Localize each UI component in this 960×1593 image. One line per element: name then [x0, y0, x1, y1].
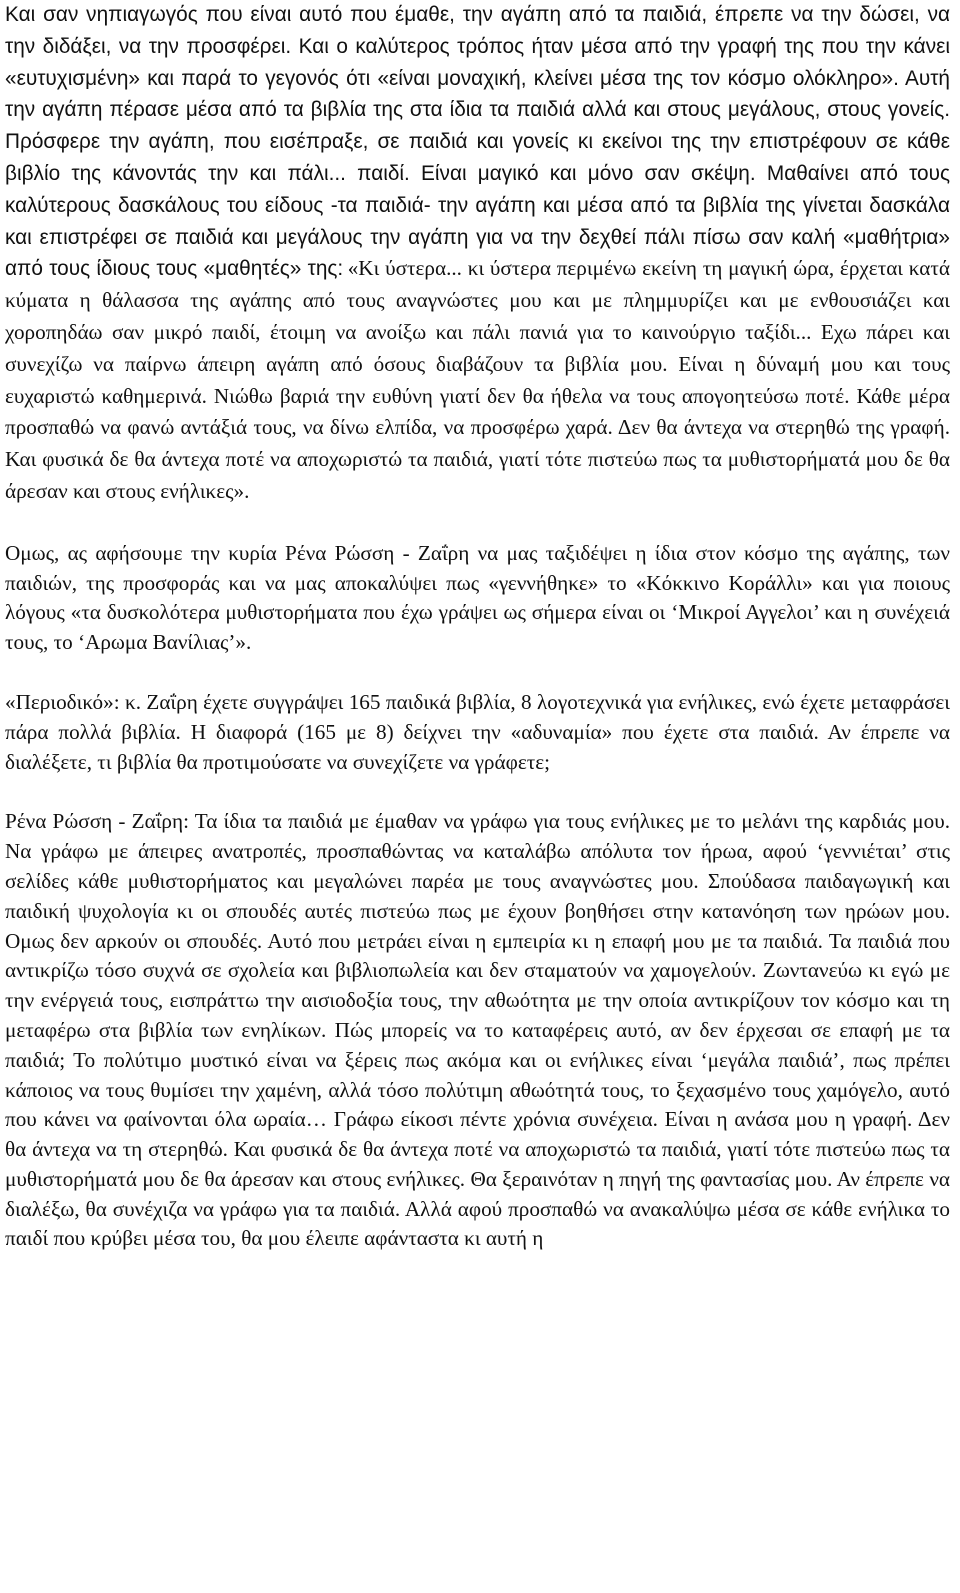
author-quote: «Κι ύστερα... κι ύστερα περιμένω εκείνη τη μαγική ώρα, έρχεται κατά κύματα η θάλασσα της αγάπης από τους αναγνώστες μου και με πλημμυρίζει και με ενθουσιάζει και χοροπηδάω σαν μικρό παιδί, έτοιμη να ανοίξω και πάλι πανιά για το καινούργιο ταξίδι... Εχω πάρει και συνεχίζω να παίρνω άπειρη αγάπη από όσους διαβάζουν τα βιβλία μου. Είναι η δύναμή μου και τους ευχαριστώ καθημερινά. Νιώθω βαριά την ευθύνη γιατί δεν θα ήθελα να τους απογοητεύσω ποτέ. Κάθε μέρα προσπαθώ να φανώ αντάξιά τους, να δίνω ελπίδα, να προσφέρω χαρά. Δεν θα άντεχα να στερηθώ της γραφή. Και φυσικά δε θα άντεχα ποτέ να αποχωριστώ τα παιδιά, γιατί τότε πιστεύω πως τα μυθιστορήματά μου δε θα άρεσαν και στους ενήλικες».	[5, 256, 950, 503]
intro-text: Και σαν νηπιαγωγός που είναι αυτό που έμαθε, την αγάπη από τα παιδιά, έπρεπε να την δώσει, να την διδάξει, να την προσφέρει. Και ο καλύτερος τρόπος ήταν μέσα από την γραφή της που την κάνει «ευτυχισμένη» και παρά το γεγονός ότι «είναι μοναχική, κλείνει μέσα της τον κόσμο ολόκληρο». Αυτή την αγάπη πέρασε μέσα από τα βιβλία της στα ίδια τα παιδιά αλλά και στους μεγάλους, στους γονείς. Πρόσφερε την αγάπη, που εισέπραξε, σε παιδιά και γονείς κι εκείνοι της την επιστρέφουν σε κάθε βιβλίο της κάνοντάς την και πάλι... παιδί. Είναι μαγικό και μόνο σαν σκέψη. Μαθαίνει από τους καλύτερους δασκάλους του είδους -τα παιδιά- την αγάπη και μέσα από τα βιβλία της γίνεται δασκάλα και επιστρέφει σε παιδιά και μεγάλους την αγάπη για να την δεχθεί πάλι πίσω σαν καλή «μαθήτρια» από τους ίδιους τους «μαθητές» της:	[5, 3, 950, 281]
paragraph-spacer	[5, 658, 950, 688]
paragraph-spacer	[5, 777, 950, 807]
interview-answer: Ρένα Ρώσση - Ζαΐρη: Τα ίδια τα παιδιά με έμαθαν να γράφω για τους ενήλικες με το μελάνι της καρδιάς μου. Να γράφω με άπειρες ανατροπές, προσπαθώντας να καταλάβω απόλυτα τον ήρωα, αφού ‘γεννιέται’ στις σελίδες κάθε μυθιστορήματος και μεγαλώνει παρέα με τους αναγνώστες μου. Σπούδασα παιδαγωγική και παιδική ψυχολογία κι οι σπουδές αυτές πιστεύω πως με έχουν βοηθήσει στην κατανόηση των ηρώων μου. Ομως δεν αρκούν οι σπουδές. Αυτό που μετράει είναι η εμπειρία κι η επαφή μου με τα παιδιά. Τα παιδιά που αντικρίζω τόσο συχνά σε σχολεία και βιβλιοπωλεία και δεν σταματούν να χαμογελούν. Ζωντανεύω κι εγώ με την ενέργειά τους, εισπράττω την αισιοδοξία τους, την αθωότητα με την οποία αντικρίζουν τον κόσμο και τη μεταφέρω στα βιβλία των ενηλίκων. Πώς μπορείς να το καταφέρεις αυτό, αν δεν έρχεσαι σε επαφή με τα παιδιά; Το πολύτιμο μυστικό είναι να ξέρεις πως ακόμα και οι ενήλικες είναι ‘μεγάλα παιδιά’, πως πρέπει κάποιος να τους θυμίσει την χαμένη, αλλά τόσο πολύτιμη αθωότητά τους, το ξεχασμένο τους χαμόγελο, αυτό που κάνει να φαίνονται όλα ωραία… Γράφω είκοσι πέντε χρόνια συνέχεια. Είναι η ανάσα μου η γραφή. Δεν θα άντεχα να τη στερηθώ. Και φυσικά δε θα άντεχα ποτέ να αποχωριστώ τα παιδιά, γιατί τότε πιστεύω πως τα μυθιστορήματά μου δε θα άρεσαν και στους ενήλικες. Θα ξεραινόταν η πηγή της φαντασίας μου. Αν έπρεπε να διαλέξω, θα συνέχιζα να γράφω για τα παιδιά. Αλλά αφού προσπαθώ να ανακαλύψω μέσα σε κάθε ενήλικα το παιδί που κρύβει μέσα του, θα μου έλειπε αφάνταστα κι αυτή η	[5, 809, 950, 1251]
document-page	[5, 0, 950, 1593]
paragraph-spacer	[5, 509, 950, 539]
interview-question: «Περιοδικό»: κ. Ζαΐρη έχετε συγγράψει 165 παιδικά βιβλία, 8 λογοτεχνικά για ενήλικες, ενώ έχετε μεταφράσει πάρα πολλά βιβλία. Η διαφορά (165 με 8) δείχνει την «αδυναμία» που έχετε στα παιδιά. Αν έπρεπε να διαλέξετε, τι βιβλία θα προτιμούσατε να συνεχίζετε να γράφετε;	[5, 689, 950, 774]
paragraph-transition: Ομως, ας αφήσουμε την κυρία Ρένα Ρώσση - Ζαΐρη να μας ταξιδέψει η ίδια στον κόσμο της αγάπης, των παιδιών, της προσφοράς και να μας αποκαλύψει πως «γεννήθηκε» το «Κόκκινο Κοράλλι» και για ποιους λόγους «τα δυσκολότερα μυθιστορήματα που έχω γράψει ως σήμερα είναι οι ‘Μικροί Αγγελοι’ και η συνέχειά τους, το ‘Αρωμα Βανίλιας’».	[5, 540, 950, 655]
paragraph-intro	[5, 0, 950, 509]
